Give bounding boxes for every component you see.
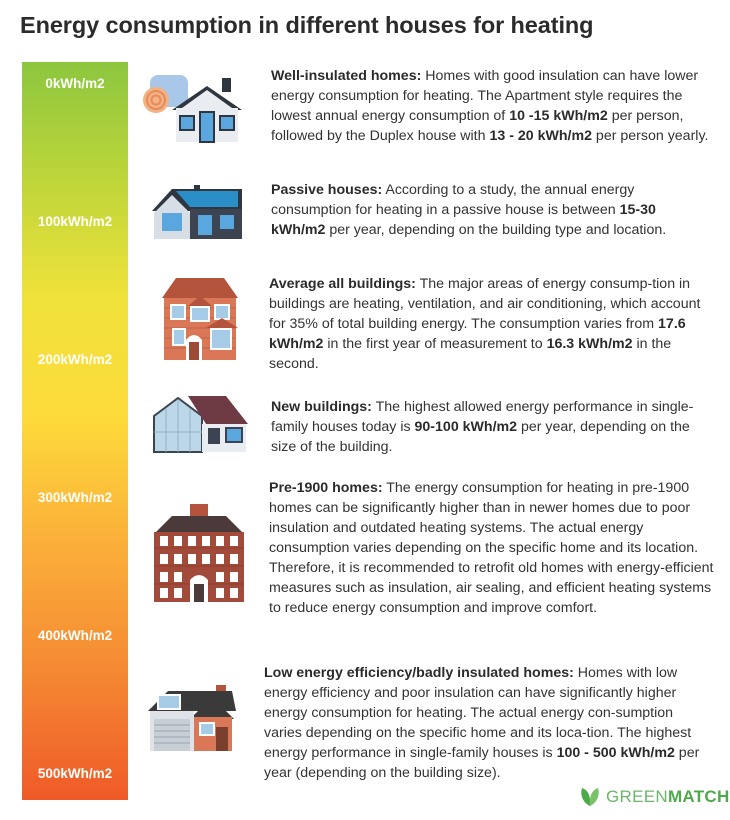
section-heading: Low energy efficiency/badly insulated homes:	[264, 665, 574, 681]
garage-house-icon	[146, 683, 238, 753]
insulated-house-icon	[142, 72, 250, 144]
section-text: per year (depending on the building size).	[264, 745, 700, 781]
section-value: 10 -15 kWh/m2	[509, 108, 608, 124]
section-text: The major areas of energy consump-tion in buildings are heating, ventilation, and air conditioning, which account for 35% of total building energy. The consumption varies from	[269, 276, 701, 332]
section-heading: Pre-1900 homes:	[269, 480, 383, 496]
section-text: in the second.	[269, 336, 672, 372]
energy-scale-bar	[22, 62, 128, 800]
section-text: The highest allowed energy performance in single-family houses today is	[271, 399, 694, 435]
section-value: 100 - 500 kWh/m2	[556, 745, 675, 761]
passive-house-icon	[150, 183, 245, 241]
scale-tick-400: 400kWh/m2	[37, 628, 113, 643]
section-text: in the first year of measurement to	[323, 336, 547, 352]
scale-tick-100: 100kWh/m2	[37, 214, 113, 229]
section-text: Homes with good insulation can have lower energy consumption for heating. The Apartment style requires the lowest annual energy consumption of	[271, 68, 699, 124]
section-heading: New buildings:	[271, 399, 372, 415]
section-text: The energy consumption for heating in pre-1900 homes can be significantly higher than in newer homes due to poor insulation and outdated heating systems. The actual energy consumption varies depending on the specific home and its location. Therefore, it is recommended to retrofit old homes with energy-efficient measures such as insulation, air sealing, and efficient heating systems to reduce energy consumption and improve comfort.	[269, 480, 714, 616]
brick-house-icon	[160, 276, 240, 362]
section-text: per person, followed by the Duplex house with	[271, 108, 684, 144]
section-value: 90-100 kWh/m2	[414, 419, 518, 435]
section-value: 16.3 kWh/m2	[546, 336, 633, 352]
scale-tick-200: 200kWh/m2	[37, 352, 113, 367]
section-well-insulated	[271, 66, 711, 146]
scale-tick-0: 0kWh/m2	[45, 76, 105, 91]
logo-text-match: MATCH	[667, 787, 730, 806]
scale-tick-500: 500kWh/m2	[37, 766, 113, 781]
section-text: Homes with low energy efficiency and poor insulation can have significantly higher energy consumption for heating. The actual energy con-sumption varies depending on the specific home and its loca-tion. The highest energy performance in single-family houses is	[264, 665, 692, 761]
section-heading: Average all buildings:	[269, 276, 416, 292]
logo-text	[606, 787, 730, 807]
section-text: per person yearly.	[591, 128, 709, 144]
section-text: According to a study, the annual energy consumption for heating in a passive house is between	[271, 182, 635, 218]
section-value: 15-30 kWh/m2	[271, 202, 656, 238]
old-manor-house-icon	[150, 502, 248, 604]
section-value: 13 - 20 kWh/m2	[489, 128, 592, 144]
page-title: Energy consumption in different houses for heating	[20, 12, 594, 38]
section-value: 17.6 kWh/m2	[269, 316, 686, 352]
logo-text-green: GREEN	[606, 787, 668, 806]
section-new-buildings	[271, 397, 707, 457]
greenmatch-leaf-icon	[578, 786, 602, 808]
section-pre-1900	[269, 478, 715, 618]
section-average-buildings	[269, 274, 715, 374]
section-text: per year, depending on the building type and location.	[325, 222, 667, 238]
scale-tick-300: 300kWh/m2	[37, 490, 113, 505]
modern-house-icon	[150, 394, 250, 454]
section-text: per year, depending on the size of the building.	[271, 419, 690, 455]
section-heading: Passive houses:	[271, 182, 383, 198]
section-passive-houses	[271, 180, 711, 240]
section-badly-insulated	[264, 663, 714, 783]
greenmatch-logo	[578, 786, 730, 808]
section-heading: Well-insulated homes:	[271, 68, 422, 84]
